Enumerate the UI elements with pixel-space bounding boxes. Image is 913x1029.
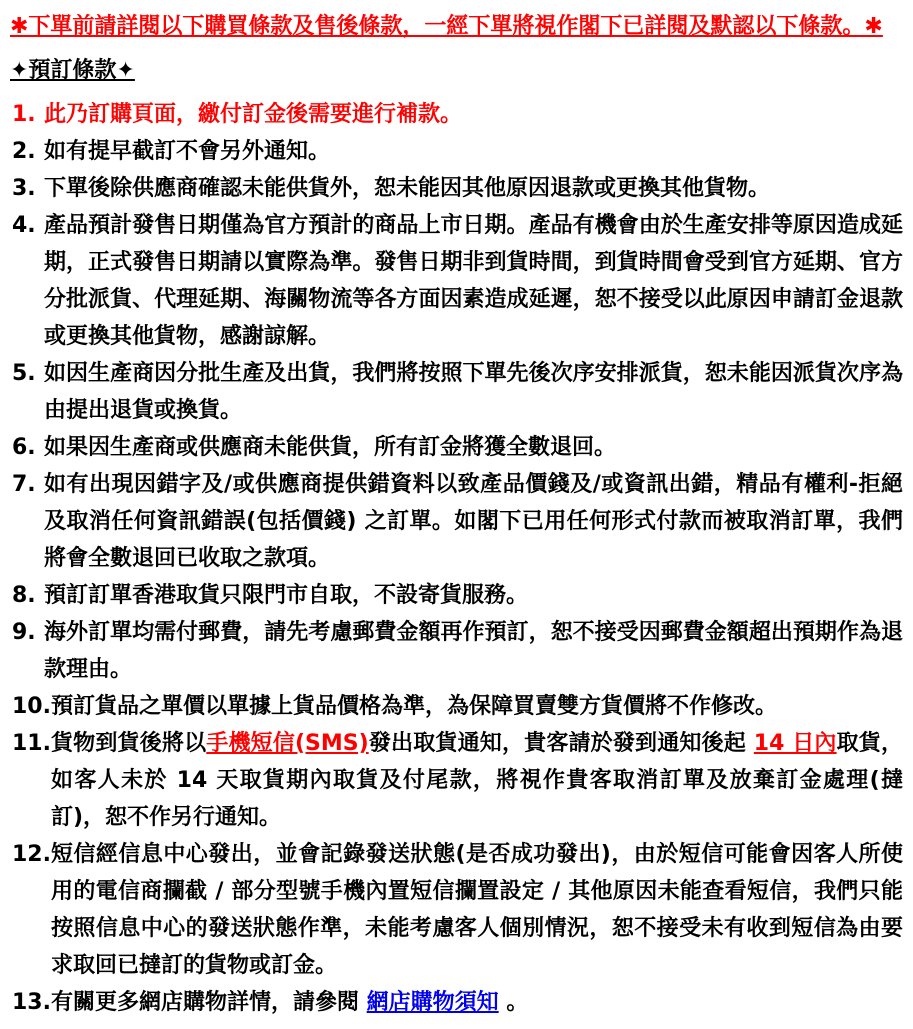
section-title: ✦預訂條款✦ bbox=[10, 58, 135, 83]
term-number: 7. bbox=[12, 472, 36, 497]
term-content bbox=[44, 577, 905, 614]
term-text: 發出取貨通知，貴客請於發到通知後起 bbox=[368, 731, 754, 756]
term-text: 取貨，如客人未於 14 天取貨期內取貨及付尾款，將視作貴客取消訂單及放棄訂金處理(撻訂)，恕不作另行通知。 bbox=[50, 731, 903, 830]
term-content bbox=[44, 207, 905, 355]
term-number: 3. bbox=[12, 176, 36, 201]
term-content bbox=[44, 355, 905, 429]
term-item-9 bbox=[8, 614, 905, 688]
term-text: 產品預計發售日期僅為官方預計的商品上市日期。產品有機會由於生產安排等原因造成延期，正式發售日期請以實際為準。發售日期非到貨時間，到貨時間會受到官方延期、官方分批派貨、代理延期、海關物流等各方面因素造成延遲，恕不接受以此原因申請訂金退款或更換其他貨物，感謝諒解。 bbox=[44, 213, 903, 349]
deposit-payment-notice: 此乃訂購頁面，繳付訂金後需要進行補款。 bbox=[44, 102, 463, 127]
term-item-10 bbox=[8, 688, 905, 725]
term-text: 如有出現因錯字及/或供應商提供錯資料以致產品價錢及/或資訊出錯，精品有權利-拒絕及取消任何資訊錯誤(包括價錢) 之訂單。如閣下已用任何形式付款而被取消訂單，我們將會全數退回已收取之款項。 bbox=[44, 472, 903, 571]
term-number: 1. bbox=[12, 102, 36, 127]
term-content bbox=[51, 836, 905, 984]
term-text: 預訂訂單香港取貨只限門市自取，不設寄貨服務。 bbox=[44, 583, 529, 608]
term-item-5 bbox=[8, 355, 905, 429]
term-text: 如因生產商因分批生產及出貨，我們將按照下單先後次序安排派貨，恕未能因派貨次序為由提出退貨或換貨。 bbox=[44, 361, 903, 423]
term-item-4 bbox=[8, 207, 905, 355]
term-item-8 bbox=[8, 577, 905, 614]
term-number: 11. bbox=[12, 731, 51, 756]
term-text: 貨物到貨後將以 bbox=[50, 731, 207, 756]
term-text: 有關更多網店購物詳情，請參閱 bbox=[50, 990, 367, 1015]
term-text: 如果因生產商或供應商未能供貨，所有訂金將獲全數退回。 bbox=[44, 435, 617, 460]
term-content bbox=[51, 984, 905, 1021]
term-content bbox=[44, 96, 905, 133]
term-number: 5. bbox=[12, 361, 36, 386]
sms-notice-highlight: 手機短信(SMS) bbox=[206, 731, 369, 756]
term-item-3 bbox=[8, 170, 905, 207]
term-content bbox=[44, 133, 905, 170]
term-number: 12. bbox=[12, 842, 51, 867]
term-item-13 bbox=[8, 984, 905, 1021]
term-text: 如有提早截訂不會另外通知。 bbox=[44, 139, 331, 164]
term-content bbox=[51, 725, 905, 836]
terms-list bbox=[8, 96, 905, 1021]
term-number: 6. bbox=[12, 435, 36, 460]
term-item-1 bbox=[8, 96, 905, 133]
pickup-deadline-highlight: 14 日內 bbox=[753, 731, 837, 756]
term-content bbox=[44, 170, 905, 207]
term-item-7 bbox=[8, 466, 905, 577]
term-item-6 bbox=[8, 429, 905, 466]
term-item-2 bbox=[8, 133, 905, 170]
term-number: 2. bbox=[12, 139, 36, 164]
term-content bbox=[44, 429, 905, 466]
term-number: 8. bbox=[12, 583, 36, 608]
term-text: 下單後除供應商確認未能供貨外，恕未能因其他原因退款或更換其他貨物。 bbox=[44, 176, 771, 201]
term-content bbox=[51, 688, 905, 725]
term-text: 短信經信息中心發出，並會記錄發送狀態(是否成功發出)，由於短信可能會因客人所使用的電信商攔截 / 部分型號手機內置短信攔置設定 / 其他原因未能查看短信，我們只能按照信息中心的發送狀態作準，未能考慮客人個別情況，恕不接受未有收到短信為由要求取回已撻訂的貨物或訂金。 bbox=[50, 842, 903, 978]
store-shopping-notice-link[interactable]: 網店購物須知 bbox=[366, 990, 499, 1015]
term-text: 海外訂單均需付郵費，請先考慮郵費金額再作預訂，恕不接受因郵費金額超出預期作為退款理由。 bbox=[44, 620, 903, 682]
term-content bbox=[44, 614, 905, 688]
term-number: 9. bbox=[12, 620, 36, 645]
term-number: 4. bbox=[12, 213, 36, 238]
term-number: 13. bbox=[12, 990, 51, 1015]
header-notice: ✱下單前請詳閱以下購買條款及售後條款，一經下單將視作閣下已詳閱及默認以下條款。✱ bbox=[10, 14, 883, 39]
term-text: 預訂貨品之單價以單據上貨品價格為準，為保障買賣雙方貨價將不作修改。 bbox=[50, 694, 777, 719]
term-content bbox=[44, 466, 905, 577]
term-item-12 bbox=[8, 836, 905, 984]
term-number: 10. bbox=[12, 694, 51, 719]
term-text: 。 bbox=[498, 990, 529, 1015]
term-item-11 bbox=[8, 725, 905, 836]
